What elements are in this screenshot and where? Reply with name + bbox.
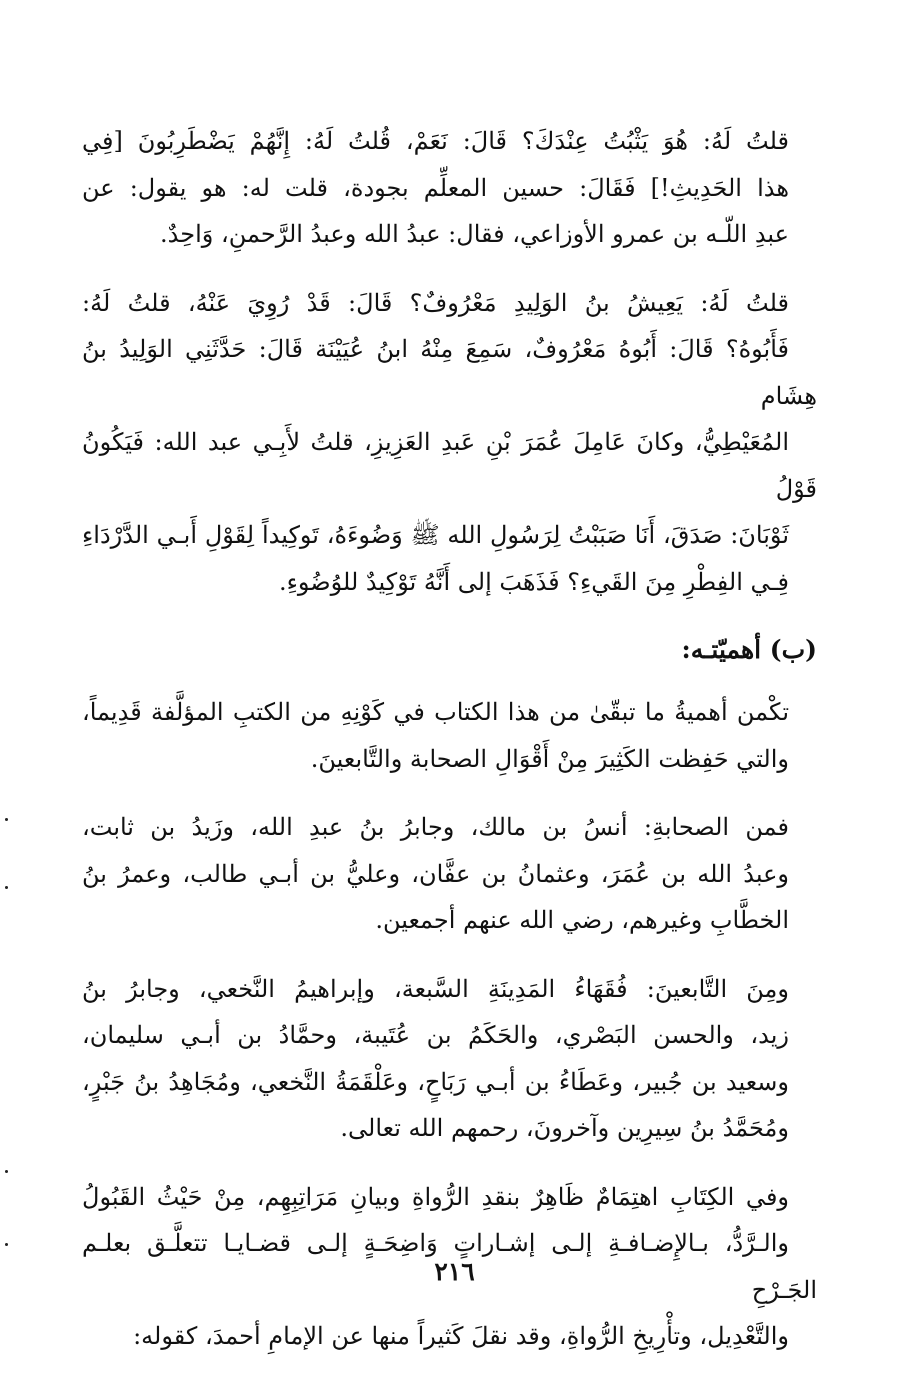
text-line: وسعيد بن جُبير، وعَطَاءُ بن أبـي رَبَاحٍ، وعَلْقَمَةُ النَّخعي، ومُجَاهِدُ بنُ جَبْرٍ، xyxy=(82,1067,789,1096)
section-heading: (ب) أهميّتـه: xyxy=(681,635,817,664)
text-line: المُعَيْطِيُّ، وكانَ عَامِلَ عُمَرَ بْنِ عَبدِ العَزِيزِ، قلتُ لأَبِـي عبد الله: فَيَكُونُ قَوْلُ xyxy=(82,428,817,503)
text-line: ومِنَ التَّابعينَ: فُقَهَاءُ المَدِينَةِ السَّبعة، وإبراهيمُ النَّخعي، وجابرُ بنُ xyxy=(82,974,789,1003)
paragraph-dialogue-1 xyxy=(82,118,817,258)
text-line: فَأَبُوهُ؟ قَالَ: أَبُوهُ مَعْرُوفٌ، سَمِعَ مِنْهُ ابنُ عُيَيْنَة قَالَ: حَدَّثَنِي الوَلِيدُ بنُ هِشَام xyxy=(82,335,817,410)
text-line: وفي الكِتَابِ اهتِمَامٌ ظَاهِرٌ بنقدِ الرُّواةِ وبيانِ مَرَاتِبِهِم، مِنْ حَيْثُ القَبُولُ xyxy=(82,1182,790,1211)
text-line: فمن الصحابةِ: أنسُ بن مالك، وجابرُ بنُ عبدِ الله، وزَيدُ بن ثابت، xyxy=(82,813,789,841)
scan-speck xyxy=(5,1243,8,1246)
text-line: هذا الحَدِيثِ!] فَقَالَ: حسين المعلِّم بجودة، قلت له: هو يقول: عن xyxy=(82,173,789,202)
text-line: والتَّعْدِيل، وتأْرِيخِ الرُّواةِ، وقد نقلَ كَثيراً منها عن الإمامِ أحمدَ، كقوله: xyxy=(133,1322,789,1350)
scan-speck xyxy=(5,818,8,821)
scan-speck xyxy=(5,1170,8,1173)
page-body xyxy=(82,118,817,1382)
paragraph-companions xyxy=(82,804,817,944)
page-number: ٢١٦ xyxy=(434,1257,475,1286)
text-line: ثَوْبَانَ: صَدَقَ، أَنَا صَبَبْتُ لِرَسُولِ الله ﷺ وَضُوءَهُ، تَوكِيداً لِقَوْلِ أَبـي الدَّرْدَاءِ xyxy=(82,521,789,549)
text-line: وعبدُ الله بن عُمَرَ، وعثمانُ بن عفَّان، وعليُّ بن أبـي طالب، وعمرُ بنُ xyxy=(82,859,789,888)
text-line: عبدِ اللّـه بن عمرو الأوزاعي، فقال: عبدُ الله وعبدُ الرَّحمنِ، وَاحِدٌ. xyxy=(160,220,789,248)
text-line: والتي حَفِظت الكَثِيرَ مِنْ أَقْوَالِ الصحابة والتَّابعينَ. xyxy=(310,744,789,773)
paragraph-importance xyxy=(82,689,817,782)
text-line: ومُحَمَّدُ بنُ سِيرِين وآخرونَ، رحمهم الله تعالى. xyxy=(340,1114,789,1142)
text-line: قلتُ لَهُ: يَعِيشُ بنُ الوَلِيدِ مَعْرُوفٌ؟ قَالَ: قَدْ رُوِيَ عَنْهُ، قلتُ لَهُ: xyxy=(82,288,789,317)
text-line: فِـي الفِطْرِ مِنَ القَيءِ؟ فَذَهَبَ إلى أَنَّهُ تَوْكِيدٌ للوُضُوءِ. xyxy=(278,567,789,596)
text-line: تكْمن أهميةُ ما تبقّىٰ من هذا الكتاب في كَوْنِهِ من الكتبِ المؤلَّفة قَدِيماً، xyxy=(82,698,789,726)
scan-speck xyxy=(5,886,8,889)
paragraph-followers xyxy=(82,966,817,1152)
text-line: قلتُ لَهُ: هُوَ يَثْبُتُ عِنْدَكَ؟ قَالَ: نَعَمْ، قُلتُ لَهُ: إِنَّهُمْ يَضْطَرِبُونَ [فِي xyxy=(82,127,789,155)
paragraph-dialogue-2 xyxy=(82,280,817,606)
text-line: زيد، والحسن البَصْري، والحَكَمُ بن عُتَيبة، وحمَّادُ بن أبـي سليمان، xyxy=(82,1021,789,1049)
text-line: الخطَّابِ وغيرهم، رضي الله عنهم أجمعين. xyxy=(375,906,789,934)
text-line: والـرَّدُّ، بـالإِضـافـةِ إلـى إشـاراتٍ وَاضِحَـةٍ إلـى قضـايـا تتعلَّـق بعلـم الجَـرْحِ xyxy=(82,1229,817,1304)
